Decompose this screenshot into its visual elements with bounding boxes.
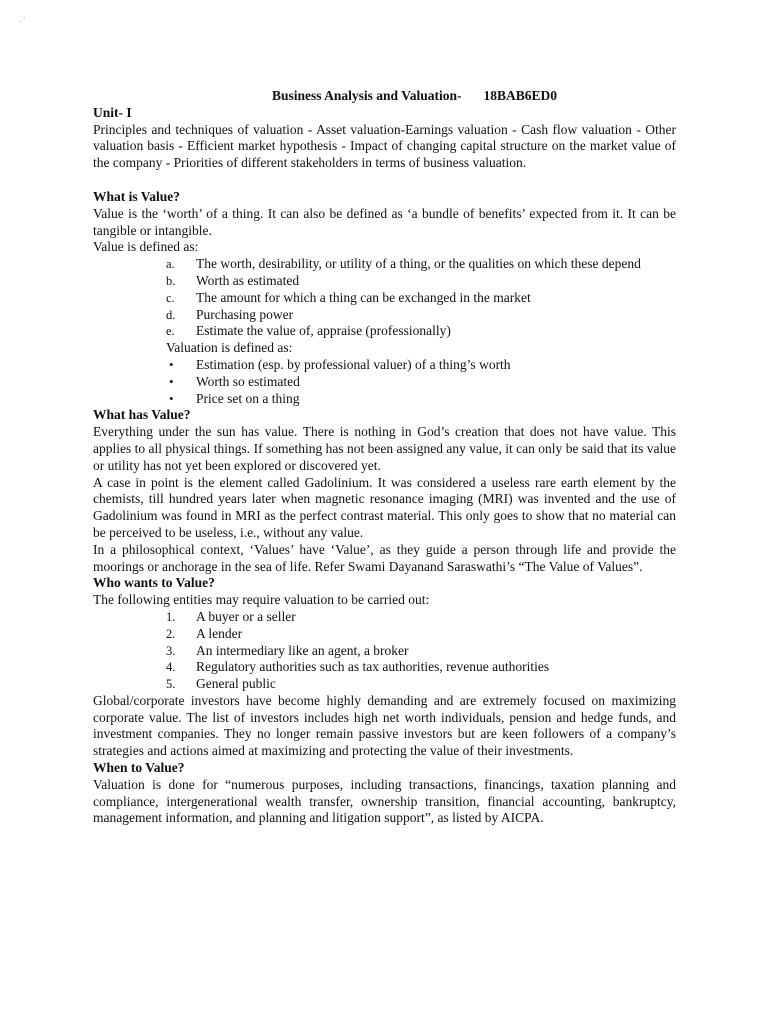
corner-mark: . ' (20, 16, 25, 24)
unit-heading: Unit- I (93, 104, 132, 120)
valuation-definition-list (93, 357, 676, 407)
list-text: Worth as estimated (196, 272, 300, 288)
list-item (93, 323, 676, 340)
paragraph: Valuation is defined as: (166, 340, 293, 356)
list-marker: e. (166, 324, 175, 339)
list-marker: d. (166, 307, 176, 322)
paragraph: Global/corporate investors have become highly demanding and are extremely focused on maximizing corporate value. The list of investors includes high net worth individuals, pension and hedge funds, and investment companies. They no longer remain passive investors but are keen followers of a company’s strategies and actions aimed at maximizing and protecting the value of their investments. (93, 692, 676, 759)
list-item (93, 357, 676, 374)
bullet-icon: • (169, 390, 174, 406)
paragraph: Value is defined as: (93, 239, 199, 255)
paragraph: The following entities may require valuation to be carried out: (93, 592, 430, 608)
heading-what-is-value: What is Value? (93, 188, 181, 204)
title-text: Business Analysis and Valuation- (272, 88, 462, 103)
heading-when-to-value: When to Value? (93, 760, 185, 776)
entities-list (93, 609, 676, 693)
list-item (93, 374, 676, 391)
list-marker: 3. (166, 643, 176, 658)
list-text: The amount for which a thing can be exchanged in the market (196, 289, 531, 305)
document-page (93, 88, 676, 827)
paragraph: Value is the ‘worth’ of a thing. It can also be defined as ‘a bundle of benefits’ expected from it. It can be tangible or intangible. (93, 205, 676, 238)
unit-syllabus: Principles and techniques of valuation - Asset valuation-Earnings valuation - Cash flow valuation - Other valuation basis - Efficient market hypothesis - Impact of changing capital structure on the market value of the company - Priorities of different stakeholders in terms of business valuation. (93, 121, 676, 171)
list-item (93, 609, 676, 626)
list-item (93, 307, 676, 324)
value-definition-list (93, 256, 676, 340)
paragraph: A case in point is the element called Gadolinium. It was considered a useless rare earth element by the chemists, till hundred years later when magnetic resonance imaging (MRI) was invented and the use of Gadolinium was found in MRI as the perfect contrast material. This only goes to show that no material can be perceived to be useless, i.e., without any value. (93, 474, 676, 540)
course-code: 18BAB6ED0 (483, 88, 557, 103)
list-text: A lender (196, 625, 243, 641)
paragraph: Everything under the sun has value. There is nothing in God’s creation that does not have value. This applies to all physical things. If something has not been assigned any value, it can only be said that its value or utility has not yet been explored or discovered yet. (93, 424, 676, 473)
list-marker: 5. (166, 677, 176, 692)
list-marker: 1. (166, 609, 176, 624)
list-text: Price set on a thing (196, 390, 300, 406)
list-marker: a. (166, 257, 175, 272)
list-marker: c. (166, 290, 175, 305)
list-text: General public (196, 676, 276, 692)
list-item (93, 290, 676, 307)
bullet-icon: • (169, 356, 174, 372)
list-text: Estimate the value of, appraise (professionally) (196, 323, 451, 339)
list-item (93, 273, 676, 290)
list-text: Purchasing power (196, 306, 294, 322)
list-text: Worth so estimated (196, 373, 300, 389)
list-item (93, 643, 676, 660)
list-text: The worth, desirability, or utility of a thing, or the qualities on which these depend (196, 256, 641, 272)
list-marker: 4. (166, 660, 176, 675)
list-text: Regulatory authorities such as tax authorities, revenue authorities (196, 659, 550, 675)
heading-who-wants-to-value: Who wants to Value? (93, 575, 215, 591)
list-item (93, 391, 676, 408)
list-text: An intermediary like an agent, a broker (196, 642, 409, 658)
paragraph: Valuation is done for “numerous purposes, including transactions, financings, taxation planning and compliance, intergenerational wealth transfer, ownership transition, financial accounting, bankruptcy, management information, and planning and litigation support”, as listed by AICPA. (93, 776, 676, 826)
heading-what-has-value: What has Value? (93, 407, 191, 423)
document-title (93, 88, 676, 105)
list-text: Estimation (esp. by professional valuer) of a thing’s worth (196, 356, 511, 372)
list-marker: b. (166, 273, 176, 288)
list-item (93, 676, 676, 693)
list-text: A buyer or a seller (196, 608, 296, 624)
list-item (93, 256, 676, 273)
paragraph: In a philosophical context, ‘Values’ have ‘Value’, as they guide a person through life and provide the moorings or anchorage in the sea of life. Refer Swami Dayanand Saraswathi’s “The Value of Values”. (93, 541, 676, 574)
list-item (93, 626, 676, 643)
list-marker: 2. (166, 626, 176, 641)
list-item (93, 659, 676, 676)
bullet-icon: • (169, 373, 174, 389)
